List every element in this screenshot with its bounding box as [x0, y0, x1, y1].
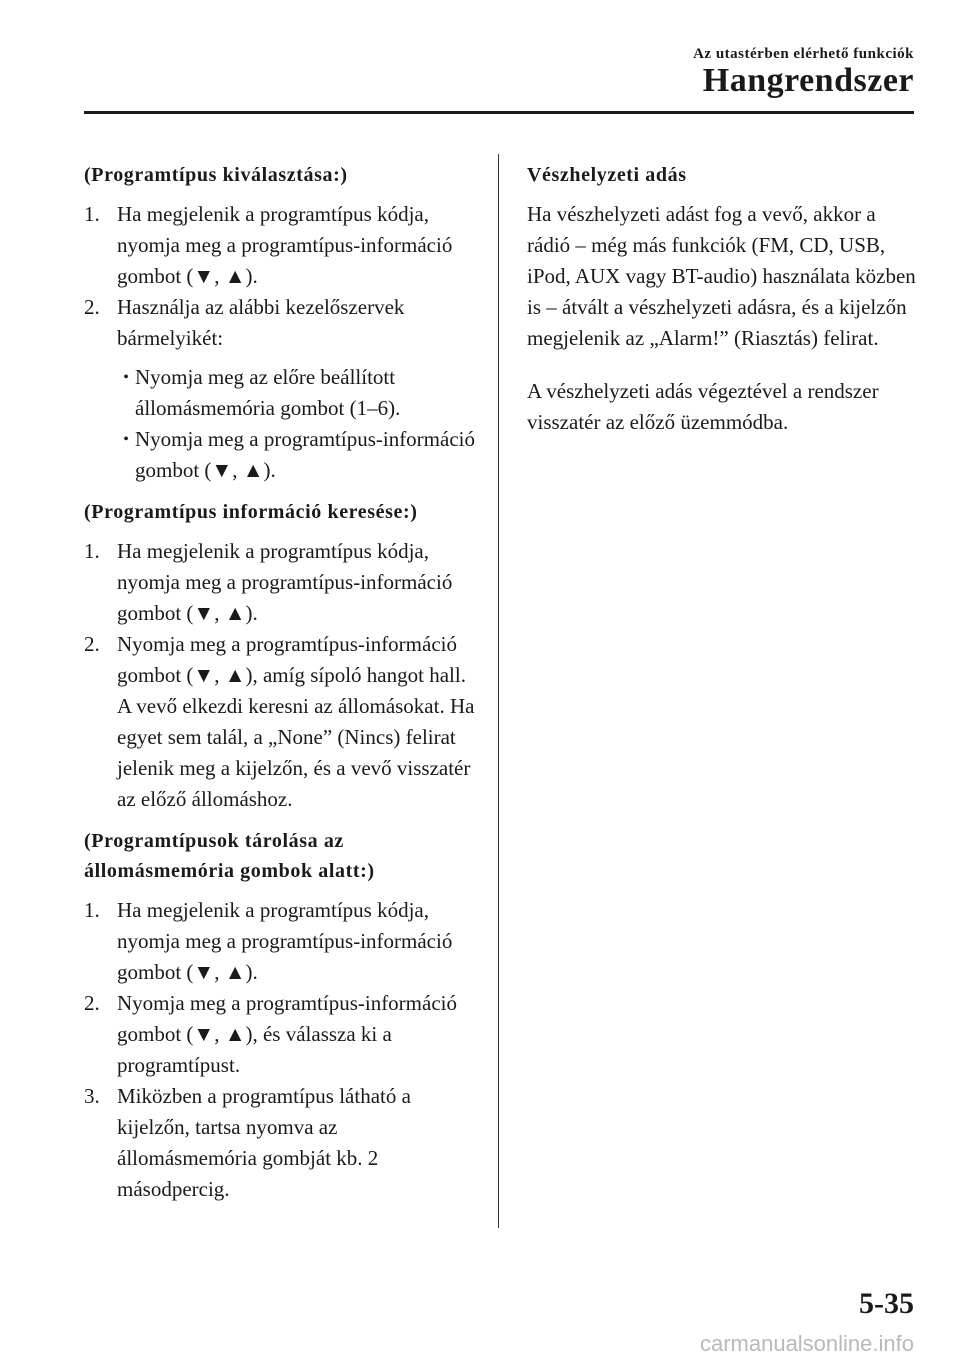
step-text: Nyomja meg a programtípus-információ gombot (▼, ▲), amíg sípoló hangot hall. A vevő elkezdi keresni az állomásokat. Ha egyet sem talál, a „None” (Nincs) felirat jelenik meg a kijelzőn, és a vevő visszatér az előző állomáshoz. — [117, 632, 475, 811]
step-number: 1. — [84, 539, 100, 563]
bullet-text: Nyomja meg a programtípus-információ gombot (▼, ▲). — [135, 427, 475, 482]
watermark: carmanualsonline.info — [699, 1331, 914, 1356]
bullet-item — [117, 424, 480, 486]
step-item — [84, 199, 480, 292]
step-text: Nyomja meg a programtípus-információ gombot (▼, ▲), és válassza ki a programtípust. — [117, 991, 457, 1077]
step-text: Miközben a programtípus látható a kijelzőn, tartsa nyomva az állomásmemória gombját kb. 2 másodpercig. — [117, 1084, 411, 1201]
bullet-text: Nyomja meg az előre beállított állomásmemória gombot (1–6). — [135, 365, 401, 420]
right-column — [527, 160, 917, 460]
column-divider — [498, 154, 499, 1228]
step-item — [84, 1081, 480, 1205]
step-text: Használja az alábbi kezelőszervek bármelyikét: — [117, 295, 405, 350]
bullet-icon: • — [123, 369, 129, 386]
step-list — [84, 536, 480, 815]
step-text: Ha megjelenik a programtípus kódja, nyomja meg a programtípus-információ gombot (▼, ▲). — [117, 898, 453, 984]
step-number: 2. — [84, 991, 100, 1015]
left-column — [84, 160, 480, 1216]
step-number: 1. — [84, 202, 100, 226]
section-heading-program-type-store: (Programtípusok tárolása az állomásmemória gombok alatt:) — [84, 830, 375, 882]
step-list — [84, 199, 480, 486]
header-divider — [84, 111, 914, 114]
step-text: Ha megjelenik a programtípus kódja, nyomja meg a programtípus-információ gombot (▼, ▲). — [117, 539, 453, 625]
chapter-title: Az utastérben elérhető funkciók — [693, 46, 914, 62]
paragraph: Ha vészhelyzeti adást fog a vevő, akkor a rádió – még más funkciók (FM, CD, USB, iPod, AUX vagy BT-audio) használata közben is – átvált a vészhelyzeti adásra, és a kijelzőn megjelenik az „Alarm!” (Riasztás) felirat. — [527, 202, 916, 350]
bullet-icon: • — [123, 431, 129, 448]
step-item — [84, 629, 480, 815]
step-number: 1. — [84, 898, 100, 922]
step-item — [84, 988, 480, 1081]
step-number: 2. — [84, 632, 100, 656]
step-list — [84, 895, 480, 1205]
bullet-item — [117, 362, 480, 424]
section-heading-program-type-search: (Programtípus információ keresése:) — [84, 501, 418, 523]
section-title: Hangrendszer — [702, 62, 914, 99]
section-heading-emergency-broadcast: Vészhelyzeti adás — [527, 164, 687, 186]
step-text: Ha megjelenik a programtípus kódja, nyomja meg a programtípus-információ gombot (▼, ▲). — [117, 202, 453, 288]
step-item — [84, 895, 480, 988]
step-item — [84, 536, 480, 629]
step-item — [84, 292, 480, 486]
step-number: 2. — [84, 295, 100, 319]
bullet-list — [117, 362, 480, 486]
step-number: 3. — [84, 1084, 100, 1108]
paragraph: A vészhelyzeti adás végeztével a rendszer visszatér az előző üzemmódba. — [527, 379, 879, 434]
page-number: 5-35 — [859, 1287, 914, 1320]
section-heading-program-type-select: (Programtípus kiválasztása:) — [84, 164, 348, 186]
